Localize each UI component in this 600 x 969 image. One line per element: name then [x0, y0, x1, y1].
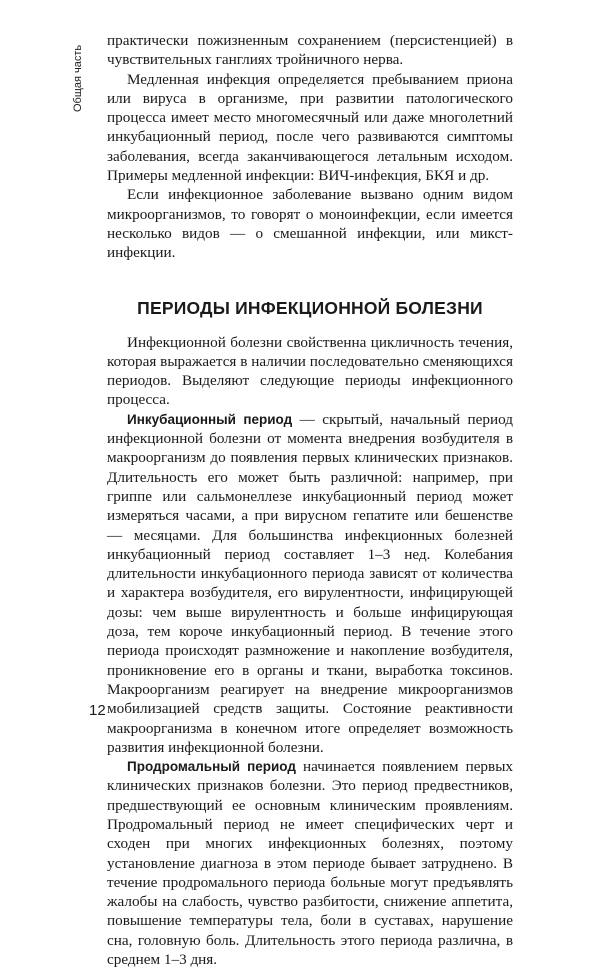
page-number: 12 [89, 702, 106, 719]
term-prodromal-period: Продромальный период [127, 759, 296, 775]
section-heading: ПЕРИОДЫ ИНФЕКЦИОННОЙ БОЛЕЗНИ [137, 297, 483, 318]
paragraph-prodromal-period [107, 757, 513, 969]
paragraph-continuation: практически пожизненным сохранением (персистенцией) в чувствительных ганглиях тройничного нерва. [107, 32, 513, 69]
body-text [107, 31, 513, 969]
paragraph-slow-infection: Медленная инфекция определяется пребыванием приона или вируса в организме, при развитии патологического процесса имеет место многомесячный или даже многолетний инкубационный период, после чего развиваются симптомы заболевания, всегда заканчивающегося летальным исходом. Примеры медленной инфекции: ВИЧ-инфекция, БКЯ и др. [107, 70, 513, 185]
section-side-label: Общая часть [72, 44, 84, 112]
paragraph-mono-mixed-infection: Если инфекционное заболевание вызвано одним видом микроорганизмов, то говорят о моноинфекции, если имеется несколько видов — о смешанной инфекции, или микст-инфекции. [107, 186, 513, 262]
paragraph-intro: Инфекционной болезни свойственна цикличность течения, которая выражается в наличии последовательно сменяющихся периодов. Выделяют следующие периоды инфекционного процесса. [107, 333, 513, 409]
incubation-period-text: — скрытый, начальный период инфекционной болезни от момента внедрения возбудителя в макроорганизм до появления первых клинических признаков. Длительность его может быть различной: например, при гриппе или сальмонеллезе инкубационный период может измеряться часами, а при вирусном гепатите или бешенстве — месяцами. Для большинства инфекционных болезней инкубационный период составляет 1–3 нед. Колебания длительности инкубационного периода зависят от количества и характера возбудителя, его вирулентности, инфицирующей дозы: чем выше вирулентность и больше инфицирующая доза, тем короче инкубационный период. В течение этого периода происходят размножение и накопление возбудителя, проникновение его в органы и ткани, выработка токсинов. Макроорганизм реагирует на внедрение микроорганизмов мобилизацией средств защиты. Состояние реактивности макроорганизма в конечном итоге определяет возможность развития инфекционной болезни. [107, 410, 513, 756]
prodromal-period-text: начинается появлением первых клинических признаков болезни. Это период предвестников, предшествующий ее основным клиническим проявлениям. Продромальный период не имеет специфических черт и сходен при многих инфекционных болезнях, поэтому установление диагноза в этом периоде бывает затруднено. В течение продромального периода больные могут предъявлять жалобы на слабость, чувство разбитости, снижение аппетита, повышение температуры тела, боли в суставах, нарушение сна, головную боль. Длительность этого периода различна, в среднем 1–3 дня. [107, 758, 513, 969]
term-incubation-period: Инкубационный период [127, 411, 293, 427]
paragraph-incubation-period [107, 410, 513, 757]
